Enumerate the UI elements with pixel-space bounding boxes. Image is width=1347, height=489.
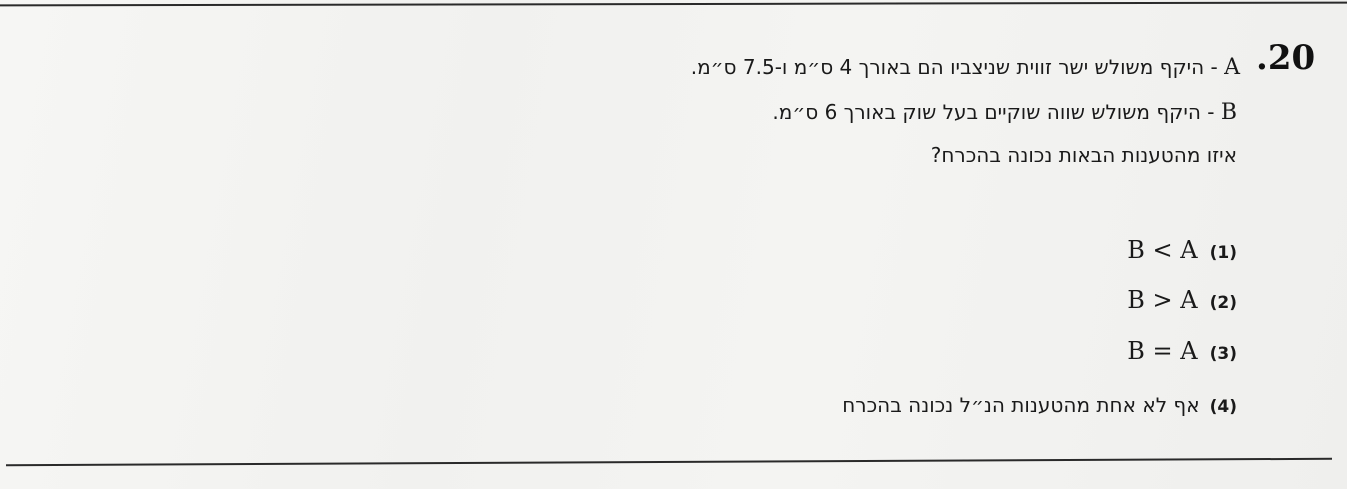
option-3-expression: B = A (1127, 337, 1198, 365)
option-2-expression: B > A (1127, 286, 1198, 314)
option-2[interactable] (1127, 286, 1237, 314)
option-4-number: (4) (1209, 397, 1237, 417)
question-number: .20 (1256, 38, 1316, 78)
option-4[interactable] (842, 393, 1237, 417)
question-prompt: איזו מהטענות הבאות נכונה בהכרח? (930, 143, 1237, 167)
statement-b-text: - היקף משולש שווה שוקיים בעל שוק באורך 6 ס״מ. (772, 100, 1221, 124)
option-4-text: אף לא אחת מהטענות הנ״ל נכונה בהכרח (842, 393, 1200, 417)
statement-a-label: A (1224, 55, 1240, 80)
statement-a-text: - היקף משולש ישר זווית שניצביו הם באורך 4 ס״מ ו-7.5 ס״מ. (690, 55, 1225, 79)
bottom-divider (6, 458, 1332, 466)
option-2-number: (2) (1209, 293, 1237, 313)
option-3-number: (3) (1209, 344, 1237, 364)
statement-a (691, 55, 1240, 80)
statement-b (772, 100, 1237, 125)
option-3[interactable] (1127, 337, 1237, 365)
option-1[interactable] (1127, 236, 1237, 264)
option-1-number: (1) (1209, 243, 1237, 263)
option-1-expression: B < A (1127, 236, 1198, 264)
statement-b-label: B (1220, 100, 1237, 125)
top-divider (0, 2, 1347, 7)
